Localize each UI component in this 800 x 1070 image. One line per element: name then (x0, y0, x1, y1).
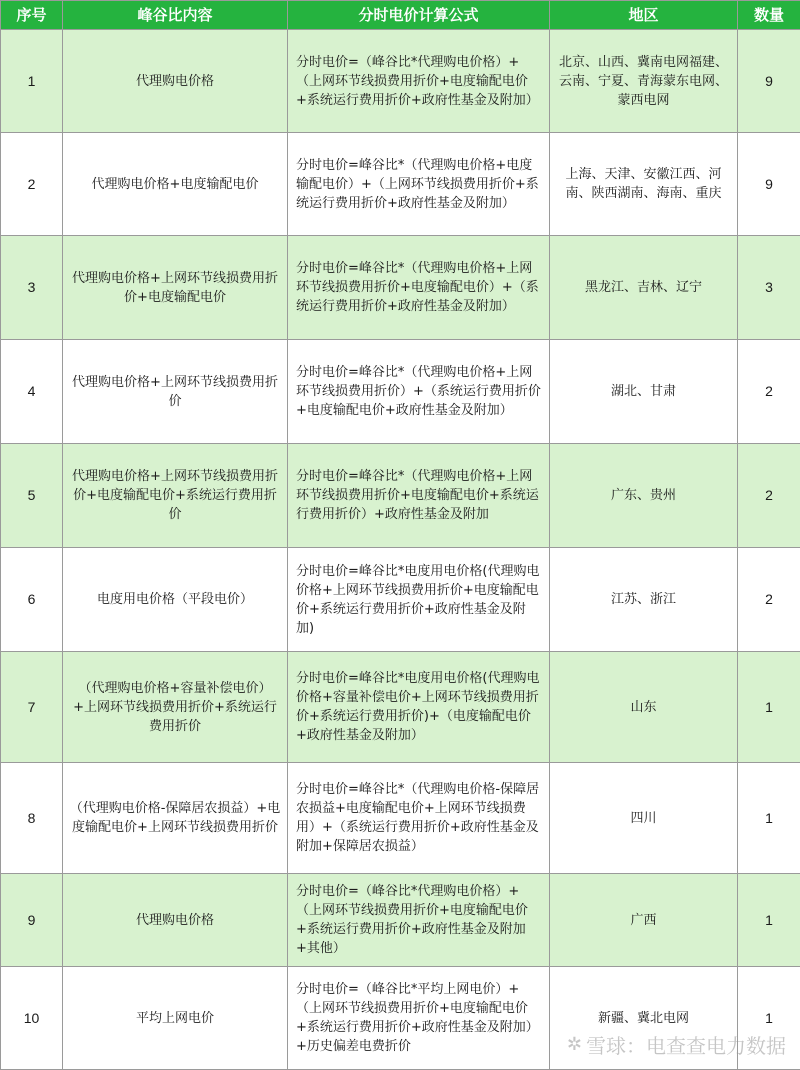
snowball-logo-icon: ✲ (567, 1034, 582, 1055)
header-count: 数量 (738, 1, 800, 30)
formula-cell: 分时电价=峰谷比*电度用电价格(代理购电价格+容量补偿电价+上网环节线损费用折价+系统运行费用折价)+（电度输配电价+政府性基金及附加） (288, 652, 550, 763)
count-cell: 9 (738, 30, 800, 133)
region-cell: 黑龙江、吉林、辽宁 (550, 236, 738, 340)
table-row (1, 652, 800, 763)
table-row (1, 236, 800, 340)
row-index: 9 (1, 874, 63, 967)
formula-cell: 分时电价=峰谷比*（代理购电价格-保障居农损益+电度输配电价+上网环节线损费用）+（系统运行费用折价+政府性基金及附加+保障居农损益） (288, 763, 550, 874)
ratio-content-cell: 代理购电价格+上网环节线损费用折价 (63, 340, 288, 444)
row-index: 10 (1, 967, 63, 1070)
count-cell: 1 (738, 652, 800, 763)
region-cell: 湖北、甘肃 (550, 340, 738, 444)
ratio-content-cell: 代理购电价格 (63, 30, 288, 133)
header-index: 序号 (1, 1, 63, 30)
ratio-content-cell: 代理购电价格+上网环节线损费用折价+电度输配电价+系统运行费用折价 (63, 444, 288, 548)
row-index: 5 (1, 444, 63, 548)
count-cell: 1 (738, 763, 800, 874)
region-cell: 广西 (550, 874, 738, 967)
region-cell: 上海、天津、安徽江西、河南、陕西湖南、海南、重庆 (550, 133, 738, 236)
formula-cell: 分时电价=峰谷比*（代理购电价格+电度输配电价）+（上网环节线损费用折价+系统运行费用折价+政府性基金及附加） (288, 133, 550, 236)
formula-cell: 分时电价=峰谷比*电度用电价格(代理购电价格+上网环节线损费用折价+电度输配电价+系统运行费用折价+政府性基金及附加) (288, 548, 550, 652)
formula-cell: 分时电价=峰谷比*（代理购电价格+上网环节线损费用折价+电度输配电价）+（系统运行费用折价+政府性基金及附加） (288, 236, 550, 340)
row-index: 8 (1, 763, 63, 874)
table-row (1, 444, 800, 548)
ratio-content-cell: 电度用电价格（平段电价） (63, 548, 288, 652)
region-cell: 广东、贵州 (550, 444, 738, 548)
count-cell: 2 (738, 340, 800, 444)
formula-cell: 分时电价=峰谷比*（代理购电价格+上网环节线损费用折价）+（系统运行费用折价+电度输配电价+政府性基金及附加） (288, 340, 550, 444)
count-cell: 2 (738, 444, 800, 548)
table-row (1, 30, 800, 133)
count-cell: 1 (738, 967, 800, 1070)
table-row (1, 340, 800, 444)
ratio-content-cell: 代理购电价格 (63, 874, 288, 967)
count-cell: 9 (738, 133, 800, 236)
header-formula: 分时电价计算公式 (288, 1, 550, 30)
region-cell: 北京、山西、冀南电网福建、云南、宁夏、青海蒙东电网、蒙西电网 (550, 30, 738, 133)
region-cell: 山东 (550, 652, 738, 763)
row-index: 6 (1, 548, 63, 652)
formula-cell: 分时电价=（峰谷比*平均上网电价）+（上网环节线损费用折价+电度输配电价+系统运行费用折价+政府性基金及附加）+历史偏差电费折价 (288, 967, 550, 1070)
row-index: 1 (1, 30, 63, 133)
ratio-content-cell: 代理购电价格+电度输配电价 (63, 133, 288, 236)
count-cell: 2 (738, 548, 800, 652)
row-index: 3 (1, 236, 63, 340)
table-row (1, 133, 800, 236)
ratio-content-cell: 平均上网电价 (63, 967, 288, 1070)
ratio-content-cell: （代理购电价格-保障居农损益）+电度输配电价+上网环节线损费用折价 (63, 763, 288, 874)
region-cell: 四川 (550, 763, 738, 874)
header-region: 地区 (550, 1, 738, 30)
table-row (1, 874, 800, 967)
table-row (1, 548, 800, 652)
formula-cell: 分时电价=（峰谷比*代理购电价格）+（上网环节线损费用折价+电度输配电价+系统运行费用折价+政府性基金及附加+其他） (288, 874, 550, 967)
table-row (1, 967, 800, 1070)
header-row (1, 1, 800, 30)
row-index: 2 (1, 133, 63, 236)
ratio-content-cell: 代理购电价格+上网环节线损费用折价+电度输配电价 (63, 236, 288, 340)
row-index: 7 (1, 652, 63, 763)
ratio-content-cell: （代理购电价格+容量补偿电价）+上网环节线损费用折价+系统运行费用折价 (63, 652, 288, 763)
watermark-text: 雪球：电查查电力数据 (586, 1030, 786, 1059)
region-cell: 江苏、浙江 (550, 548, 738, 652)
header-ratio-content: 峰谷比内容 (63, 1, 288, 30)
formula-cell: 分时电价=（峰谷比*代理购电价格）+（上网环节线损费用折价+电度输配电价+系统运行费用折价+政府性基金及附加） (288, 30, 550, 133)
row-index: 4 (1, 340, 63, 444)
region-cell: 新疆、冀北电网 (550, 967, 738, 1070)
count-cell: 3 (738, 236, 800, 340)
formula-cell: 分时电价=峰谷比*（代理购电价格+上网环节线损费用折价+电度输配电价+系统运行费用折价）+政府性基金及附加 (288, 444, 550, 548)
table-row (1, 763, 800, 874)
count-cell: 1 (738, 874, 800, 967)
